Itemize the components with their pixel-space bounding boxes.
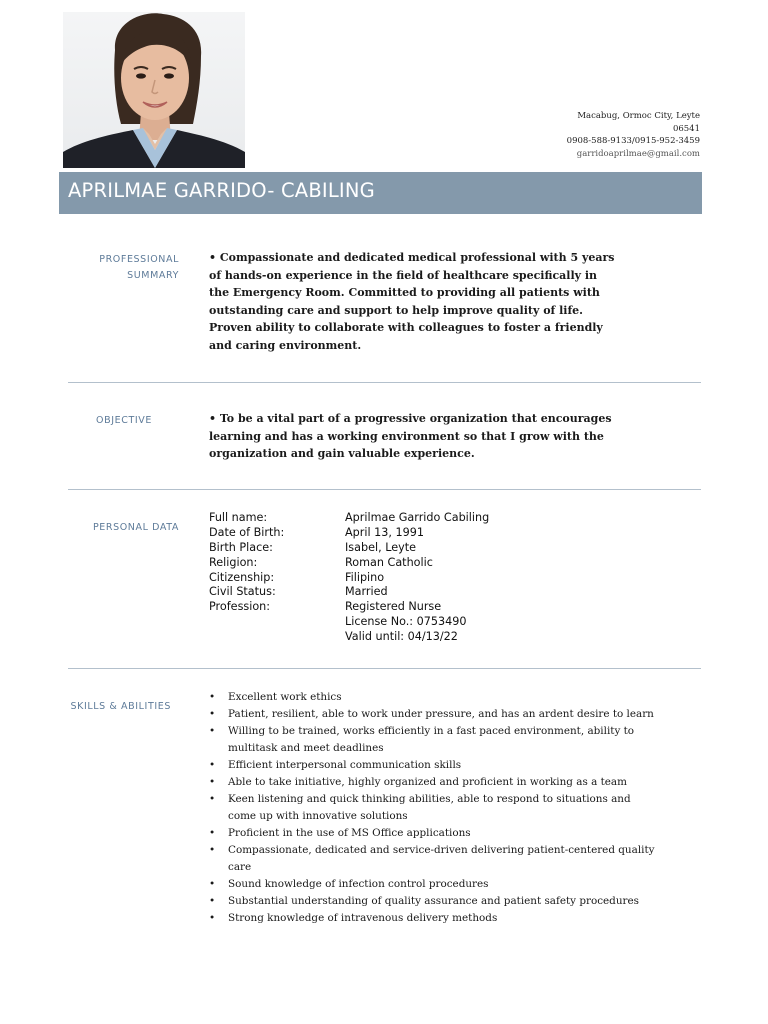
personal-data-row bbox=[209, 600, 489, 615]
postal-code: 06541 bbox=[672, 123, 700, 134]
summary-line: outstanding care and support to help improve quality of life. bbox=[209, 303, 584, 317]
section-divider bbox=[68, 489, 701, 490]
summary-line: of hands-on experience in the field of healthcare specifically in bbox=[209, 268, 598, 282]
field-name bbox=[209, 615, 345, 630]
bullet-icon: • bbox=[209, 878, 216, 890]
skill-item bbox=[209, 893, 709, 910]
field-value: Isabel, Leyte bbox=[345, 540, 416, 554]
field-value: Married bbox=[345, 585, 388, 599]
skill-text-line: Able to take initiative, highly organized and proficient in working as a team bbox=[228, 776, 627, 788]
personal-data-row bbox=[209, 526, 489, 541]
skill-item bbox=[209, 825, 709, 842]
skill-item bbox=[209, 774, 709, 791]
bullet-icon: • bbox=[209, 776, 216, 788]
address-line: Macabug, Ormoc City, Leyte bbox=[577, 111, 700, 121]
skill-item bbox=[209, 706, 709, 723]
skill-text-line: Compassionate, dedicated and service-driven delivering patient-centered quality bbox=[228, 844, 655, 856]
skill-text-line: Patient, resilient, able to work under pressure, and has an ardent desire to learn bbox=[228, 708, 654, 720]
skill-text-line: Sound knowledge of infection control procedures bbox=[228, 878, 489, 890]
bullet-icon: • bbox=[209, 708, 216, 720]
personal-data-row bbox=[209, 571, 489, 586]
bullet-icon: • bbox=[209, 912, 216, 924]
skill-text-line: multitask and meet deadlines bbox=[228, 742, 384, 754]
name-banner bbox=[59, 172, 702, 214]
bullet-icon: • bbox=[209, 759, 216, 771]
email-address[interactable]: garridoaprilmae@gmail.com bbox=[576, 148, 700, 159]
section-divider bbox=[68, 382, 701, 383]
summary-line: and caring environment. bbox=[209, 338, 362, 352]
field-value: April 13, 1991 bbox=[345, 525, 424, 539]
field-value: Registered Nurse bbox=[345, 600, 442, 614]
phone-numbers: 0908-588-9133/0915-952-3459 bbox=[566, 136, 700, 146]
skill-item bbox=[209, 723, 709, 757]
section-divider bbox=[68, 668, 701, 669]
skill-text-line: Substantial understanding of quality assurance and patient safety procedures bbox=[228, 895, 639, 907]
field-value: Aprilmae Garrido Cabiling bbox=[345, 511, 490, 524]
field-value: Valid until: 04/13/22 bbox=[345, 630, 458, 644]
personal-data-row bbox=[209, 511, 489, 526]
objective-line: learning and has a working environment so that I grow with the bbox=[209, 429, 604, 443]
section-label-line: PROFESSIONAL bbox=[99, 254, 179, 265]
bullet-icon: • bbox=[209, 895, 216, 907]
contact-info bbox=[567, 110, 700, 160]
skill-item bbox=[209, 689, 709, 706]
skill-text-line: Willing to be trained, works efficiently in a fast paced environment, ability to bbox=[228, 725, 635, 737]
bullet-icon: • bbox=[209, 793, 216, 805]
skill-text-line: Efficient interpersonal communication skills bbox=[228, 759, 462, 771]
skill-text-line: Excellent work ethics bbox=[228, 691, 342, 703]
section-label-line: SUMMARY bbox=[127, 270, 179, 281]
bullet-icon: • bbox=[209, 725, 216, 737]
applicant-name: APRILMAE GARRIDO- CABILING bbox=[68, 179, 375, 202]
personal-data-row bbox=[209, 615, 489, 630]
summary-line: the Emergency Room. Committed to providing all patients with bbox=[209, 286, 600, 300]
field-name: Profession: bbox=[209, 600, 271, 614]
field-name bbox=[209, 630, 345, 645]
skill-item bbox=[209, 876, 709, 893]
bullet-icon: • bbox=[209, 691, 216, 703]
skill-item bbox=[209, 842, 709, 876]
skills-list bbox=[209, 689, 709, 927]
field-name: Civil Status: bbox=[209, 585, 276, 599]
field-value: Filipino bbox=[345, 570, 385, 584]
skill-text-line: Proficient in the use of MS Office applications bbox=[228, 827, 471, 839]
field-name: Citizenship: bbox=[209, 570, 275, 584]
skill-item bbox=[209, 910, 709, 927]
skill-text-line: Strong knowledge of intravenous delivery methods bbox=[228, 912, 498, 924]
field-name: Birth Place: bbox=[209, 540, 273, 554]
field-value: License No.: 0753490 bbox=[345, 615, 467, 629]
personal-data-label: PERSONAL DATA bbox=[92, 522, 179, 533]
personal-data-row bbox=[209, 556, 489, 571]
skill-item bbox=[209, 791, 709, 825]
skills-label: SKILLS & ABILITIES bbox=[70, 701, 171, 712]
skill-text-line: come up with innovative solutions bbox=[228, 810, 408, 822]
professional-summary-text bbox=[209, 249, 619, 355]
personal-data-row bbox=[209, 541, 489, 556]
objective-line: • To be a vital part of a progressive organization that encourages bbox=[209, 412, 612, 425]
bullet-icon: • bbox=[209, 827, 216, 839]
field-name: Full name: bbox=[209, 511, 268, 524]
personal-data-row bbox=[209, 630, 489, 645]
field-value: Roman Catholic bbox=[345, 555, 433, 569]
skill-text-line: Keen listening and quick thinking abilities, able to respond to situations and bbox=[228, 793, 631, 805]
bullet-icon: • bbox=[209, 844, 216, 856]
field-name: Date of Birth: bbox=[209, 525, 285, 539]
field-name: Religion: bbox=[209, 555, 258, 569]
summary-line: Proven ability to collaborate with colleagues to foster a friendly bbox=[209, 321, 603, 335]
summary-line: • Compassionate and dedicated medical professional with 5 years bbox=[209, 251, 615, 264]
objective-label: OBJECTIVE bbox=[96, 415, 152, 426]
skill-text-line: care bbox=[228, 861, 252, 873]
professional-summary-label bbox=[99, 252, 179, 284]
objective-text bbox=[209, 410, 619, 463]
personal-data-table bbox=[209, 511, 489, 645]
objective-line: organization and gain valuable experience. bbox=[209, 447, 475, 461]
profile-photo bbox=[63, 12, 245, 168]
personal-data-row bbox=[209, 585, 489, 600]
skill-item bbox=[209, 757, 709, 774]
